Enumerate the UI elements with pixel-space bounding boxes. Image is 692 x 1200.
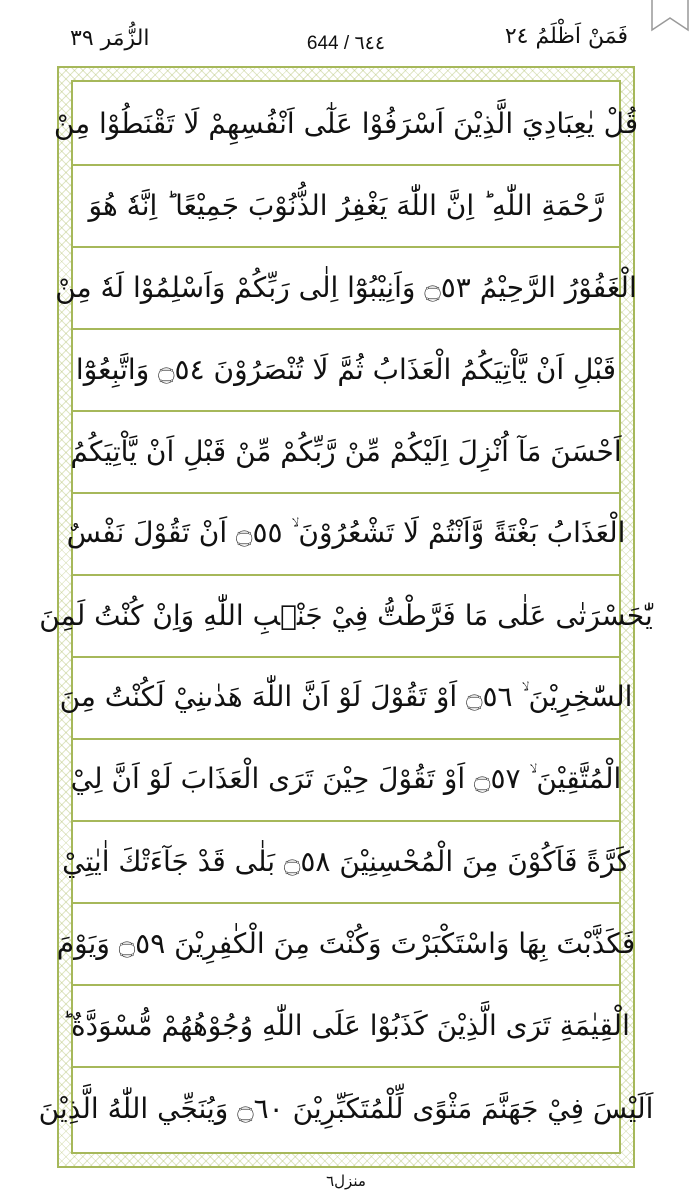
page-frame [38,66,654,1168]
text-line-1: قُلْ يٰعِبَادِيَ الَّذِيْنَ اَسْرَفُوْا عَلٰٓى اَنْفُسِهِمْ لَا تَقْنَطُوْا مِنْ [73,82,619,166]
text-line-5: اَحْسَنَ مَآ اُنْزِلَ اِلَيْكُمْ مِّنْ رَّبِّكُمْ مِّنْ قَبْلِ اَنْ يَّاْتِيَكُمُ [73,410,619,494]
surah-name: الزُّمَر ٣٩ [70,26,150,51]
text-line-9: الْمُتَّقِيْنَ ۙ ۝٥٧ اَوْ تَقُوْلَ حِيْنَ تَرَى الْعَذَابَ لَوْ اَنَّ لِيْ [73,738,619,822]
text-line-2: رَّحْمَةِ اللّٰهِ ؕ اِنَّ اللّٰهَ يَغْفِرُ الذُّنُوْبَ جَمِيْعًا ؕ اِنَّهٗ هُوَ [73,164,619,248]
text-line-11: فَكَذَّبْتَ بِهَا وَاسْتَكْبَرْتَ وَكُنْتَ مِنَ الْكٰفِرِيْنَ ۝٥٩ وَيَوْمَ [73,902,619,986]
juz-name: فَمَنْ اَظْلَمُ ٢٤ [504,24,628,49]
manzil-label: منزل٦ [326,1172,366,1190]
bookmark-icon[interactable] [648,0,692,36]
page-header [0,0,692,66]
text-line-13: اَلَيْسَ فِيْ جَهَنَّمَ مَثْوًى لِّلْمُتَكَبِّرِيْنَ ۝٦٠ وَيُنَجِّي اللّٰهُ الَّذِيْنَ [38,1091,654,1125]
text-line-12: الْقِيٰمَةِ تَرَى الَّذِيْنَ كَذَبُوْا عَلَى اللّٰهِ وُجُوْهُهُمْ مُّسْوَدَّةٌ ؕ [73,984,619,1068]
text-line-3: الْغَفُوْرُ الرَّحِيْمُ ۝٥٣ وَاَنِيْبُوْٓا اِلٰى رَبِّكُمْ وَاَسْلِمُوْا لَهٗ مِنْ [73,246,619,330]
text-line-4: قَبْلِ اَنْ يَّاْتِيَكُمُ الْعَذَابُ ثُمَّ لَا تُنْصَرُوْنَ ۝٥٤ وَاتَّبِعُوْٓا [73,328,619,412]
text-line-6: الْعَذَابُ بَغْتَةً وَّاَنْتُمْ لَا تَشْعُرُوْنَ ۙ ۝٥٥ اَنْ تَقُوْلَ نَفْسٌ [73,492,619,576]
page-number: 644 / ٦٤٤ [306,33,386,54]
text-line-7: يّٰحَسْرَتٰى عَلٰى مَا فَرَّطْتُّ فِيْ جَنْۢبِ اللّٰهِ وَاِنْ كُنْتُ لَمِنَ [73,574,619,658]
text-area [38,80,654,1154]
text-line-8: السّٰخِرِيْنَ ۙ ۝٥٦ اَوْ تَقُوْلَ لَوْ اَنَّ اللّٰهَ هَدٰىنِيْ لَكُنْتُ مِنَ [73,656,619,740]
text-line-10: كَرَّةً فَاَكُوْنَ مِنَ الْمُحْسِنِيْنَ ۝٥٨ بَلٰى قَدْ جَآءَتْكَ اٰيٰتِيْ [73,820,619,904]
